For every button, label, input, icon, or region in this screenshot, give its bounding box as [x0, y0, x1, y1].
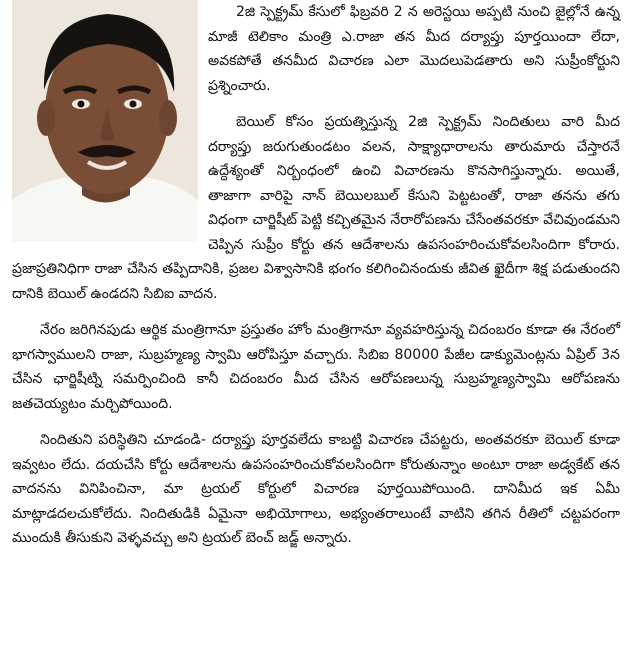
article-body [12, 0, 620, 563]
paragraph-1: 2జి స్పెక్ట్రమ్ కేసులో ఫిబ్రవరి 2 న అరెస్టయి అప్పటి నుంచి జైల్లోనే ఉన్న మాజీ టెలికాం మంత్రి ఎ.రాజా తన మీద దర్యాప్తు పూర్తయిందా లేదా, అవకపోతే తనమీద విచారణ ఎలా మొదలుపెడతారు అని సుప్రీంకోర్టుని ప్రశ్నించారు. [208, 4, 620, 94]
paragraph-3: నేరం జరిగినపుడు ఆర్థిక మంత్రిగానూ ప్రస్తుతం హోం మంత్రిగానూ వ్యవహరిస్తున్న చిదంబరం కూడా ఈ నేరంలో భాగస్వాములని రాజా, సుబ్రహ్మణ్య స్వామి ఆరోపిస్తూ వచ్చారు. సిబిఐ 80000 పేజీల డాక్యుమెంట్లను ఏప్రిల్ 3న చేసిన ఛార్జిషీట్ని సమర్పించింది కానీ చిదంబరం మీద చేసిన ఆరోపణలున్న సుబ్రహ్మణ్యస్వామి ఆరోపణను జతచెయ్యటం మర్చిపోయింది. [12, 322, 620, 412]
paragraph-4: నిందితుని పరిస్థితిని చూడండి- దర్యాప్తు పూర్తవలేదు కాబట్టి విచారణ చేపట్టరు, అంతవరకూ బెయిల్ కూడా ఇవ్వటం లేదు. దయచేసి కోర్టు ఆదేశాలను ఉపసంహరించుకోవలసిందిగా కోరుతున్నాం అంటూ రాజా అడ్వకేట్ తన వాదనను వినిపించినా, మా ట్రయల్ కోర్టులో విచారణ పూర్తయిపోయింది. దానిమీద ఇక ఏమీ మాట్లాడదలచుకోలేదు. నిందితుడికి ఏమైనా అభియోగాలు, అభ్యంతరాలుంటే వాటిని తగిన రీతిలో చట్టపరంగా ముందుకి తీసుకుని వెళ్ళవచ్చు అని ట్రయల్ బెంచ్ జడ్జ్ అన్నారు. [12, 432, 620, 546]
photo-spacer [12, 0, 208, 242]
paragraph-2: బెయిల్ కోసం ప్రయత్నిస్తున్న 2జి స్పెక్ట్రమ్ నిందితులు వారి మీద దర్యాప్తు జరుగుతుండటం వలన, సాక్ష్యాధారాలను తారుమారు చేస్తారనే ఉద్దేశ్యంతో నిర్బంధంలో ఉంచి విచారణను కొనసాగిస్తున్నారు. అయితే, తాజాగా వారిపై నాన్ బెయిలబుల్ కేసుని పెట్టటంతో, రాజా తనను తగు విధంగా చార్జిషీట్ పెట్టి కచ్చితమైన నేరారోపణను చేసేంతవరకూ వేచివుండమని చెప్పిన సుప్రీం కోర్టు తన ఆదేశాలను ఉపసంహరించుకోవలసిందిగా కోరారు. ప్రజాప్రతినిధిగా రాజా చేసిన తప్పిదానికి, ప్రజల విశ్వాసానికి భంగం కలిగించినందుకు జీవిత ఖైదీగా శిక్ష పడుతుందని దానికి బెయిల్ ఉండదని సిబిఐ వాదన. [12, 114, 620, 302]
